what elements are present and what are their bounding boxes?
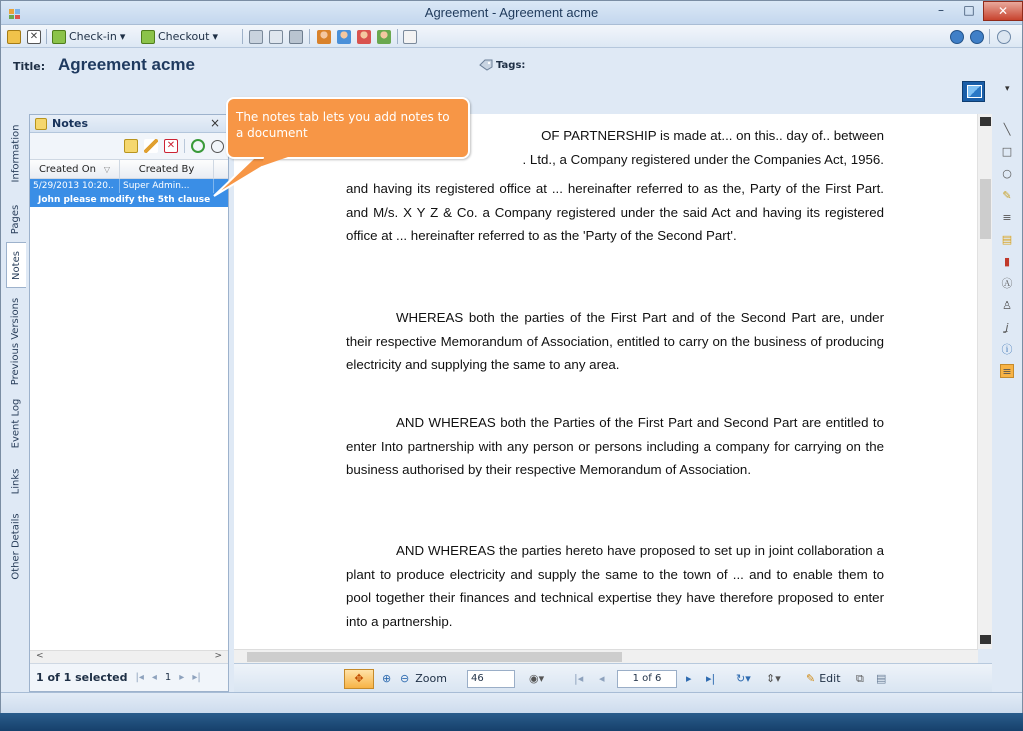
zoom-select[interactable] [467,669,515,688]
rectangle-tool-icon[interactable]: □ [1001,144,1013,158]
first-page-icon[interactable]: |◂ [135,672,144,683]
side-tabs [1,114,29,692]
notes-panel-header [30,115,228,133]
title-label: Title: [13,60,46,73]
edit-label: Edit [819,672,841,685]
document-paragraph: AND WHEREAS the parties hereto have proposed to set up in joint collaboration a plant to produce electricity and supply the same to the town of ... and to enable them to pool together their finances and technical expertise they have therefore proposed to enter into a partnership. [346,543,884,629]
tab-notes[interactable] [6,242,26,288]
text-lines-tool-icon[interactable]: ≡ [1002,210,1012,224]
document-paragraph: OF PARTNERSHIP is made at... on this.. day of.. between [541,128,884,143]
print-icon: ▤ [876,672,887,685]
scrollbar-thumb[interactable] [980,179,991,239]
minimize-button[interactable]: – [938,3,944,17]
tab-other-details[interactable] [6,506,26,586]
toolbar-separator [397,29,398,44]
column-label: Created On [38,163,96,175]
tab-label: Links [10,468,22,494]
email-icon [269,30,283,44]
print-button[interactable] [249,28,263,45]
zoom-value[interactable]: 46 [467,670,515,688]
close-box-icon: ✕ [27,30,41,44]
view-mode-button[interactable] [529,669,544,688]
rotate-icon: ↻▾ [736,672,751,685]
sort-icon: ▽ [103,164,111,174]
document-paragraph: AND WHEREAS both the Parties of the First Part and Second Part are entitled to enter Into partnership with any person or persons including a company for carrying on the business authorised by their respective Memorandum of Association. [346,415,884,477]
zoom-in-icon: ⊕ [382,672,392,685]
edit-pencil-icon[interactable] [144,139,158,153]
toolbar-separator [184,139,185,153]
scroll-bottom-icon[interactable] [980,635,991,644]
notes-icon [35,118,47,130]
print-view-button[interactable] [876,669,886,688]
scroll-top-icon[interactable] [980,117,991,126]
column-header-created-by[interactable] [120,160,214,178]
help-icon [997,30,1011,44]
table-row[interactable] [30,179,228,193]
toolbar-separator [46,29,47,44]
zoom-label: Zoom [415,672,447,685]
user-remove-button[interactable] [357,28,371,45]
notes-toolbar [30,133,228,159]
document-properties-icon [7,30,21,44]
notes-panel-title: Notes [52,117,89,130]
next-page-button[interactable] [686,669,692,688]
scrollbar-thumb[interactable] [247,652,622,662]
last-page-icon: ▸| [706,672,716,685]
column-header-created-on[interactable] [30,160,120,178]
prev-page-icon: ◂ [599,672,605,685]
checkin-button[interactable] [52,28,125,45]
pencil-icon: ✎ [806,672,816,685]
title-bar [1,1,1022,25]
tab-label: Event Log [10,398,22,448]
document-paragraph: WHEREAS both the parties of the First Part and of the Second Part are, under their respective Memorandum of Association, entitled to carry on the business of producing electricity and supplying the same to any area. [346,310,884,372]
status-bar [1,692,1022,714]
eye-icon: ◉▾ [529,672,545,685]
scroll-right-icon[interactable]: > [214,651,222,661]
first-page-button[interactable] [574,669,583,688]
tab-label: Pages [10,204,22,234]
notes-grid-header [30,159,228,179]
tags-field[interactable] [479,59,525,71]
next-page-icon[interactable]: ▸ [179,672,185,683]
add-note-icon[interactable] [124,139,138,153]
last-page-button[interactable] [706,669,715,688]
tab-previous-versions[interactable] [6,286,26,396]
close-window-button[interactable]: ✕ [983,1,1023,21]
tab-label: Previous Versions [10,297,22,385]
note-preview-row[interactable]: John please modify the 5th clause [30,193,228,207]
page-number: 1 [164,672,172,683]
signature-tool-icon[interactable]: ʝ [1005,320,1009,334]
options-dropdown-icon[interactable] [211,140,224,153]
document-vertical-scrollbar[interactable] [977,114,992,649]
info-tool-icon[interactable]: ⓘ [1001,343,1013,356]
print-icon [249,30,263,44]
taskbar [0,713,1023,731]
export-icon [403,30,417,44]
highlighter-tool-icon[interactable]: ✎ [1002,188,1012,202]
selection-count: 1 of 1 selected [36,671,128,684]
chevron-down-icon[interactable]: ▾ [1005,84,1010,94]
notes-panel [29,114,229,692]
pan-icon: ✥ [344,669,374,689]
tab-pages[interactable] [6,194,26,244]
cell-created-on: 5/29/2013 10:20.. [30,179,120,193]
user-add-icon [337,30,351,44]
back-arrow-icon [950,30,964,44]
scanner-icon [289,30,303,44]
delete-note-icon[interactable]: ✕ [164,139,178,153]
notes-callout: The notes tab lets you add notes to a document [226,97,470,159]
annotation-toolbar [992,114,1022,692]
toolbar-separator [989,29,990,44]
tab-label: Notes [11,250,23,280]
last-page-icon[interactable]: ▸| [192,672,201,683]
checkin-label: Check-in [69,30,117,43]
help-button[interactable] [997,28,1011,45]
checkout-button[interactable] [141,28,218,45]
back-button[interactable] [950,28,964,45]
tab-information[interactable] [6,118,26,188]
rotate-button[interactable] [736,669,751,688]
flip-button[interactable] [766,669,781,688]
tab-event-log[interactable] [6,388,26,458]
cell-created-by: Super Admin... [120,179,214,193]
user-add-button[interactable] [337,28,351,45]
copy-icon: ⧉ [856,671,864,685]
viewer-toolbar [234,663,992,692]
window-title: Agreement - Agreement acme [424,5,599,20]
forward-arrow-icon [970,30,984,44]
scroll-left-icon[interactable]: < [36,651,44,661]
email-button[interactable] [269,28,283,45]
toolbar-separator [309,29,310,44]
properties-button[interactable] [7,28,21,45]
zoom-in-button[interactable] [382,669,391,688]
tab-links[interactable] [6,460,26,502]
prev-page-button[interactable] [599,669,605,688]
prev-page-icon[interactable]: ◂ [151,672,157,683]
delete-button[interactable] [27,28,41,45]
document-header [1,48,1022,114]
tag-icon [479,59,493,71]
user-icon [317,30,331,44]
document-paragraph: . Ltd., a Company registered under the Companies Act, 1956. [522,152,884,167]
export-button[interactable] [403,28,417,45]
next-page-icon: ▸ [686,672,692,685]
sticky-note-tool-icon[interactable]: ▤ [1001,232,1013,246]
scan-button[interactable] [289,28,303,45]
checkout-icon [141,30,155,44]
checkin-icon [52,30,66,44]
flip-icon: ⇕▾ [766,672,781,685]
chevron-down-icon: ▾ [212,30,218,43]
image-view-button[interactable] [962,81,985,102]
document-paragraph: and having its registered office at ... hereinafter referred to as the, Party of the First Part. and M/s. X Y Z & Co. a Company registered under the said Act and having its registered office at ... hereinafter referred to as the 'Party of the Second Part'. [346,181,884,243]
document-title[interactable]: Agreement acme [58,55,196,74]
text-box-tool-icon[interactable]: Ⓐ [1001,277,1013,290]
toolbar-separator [242,29,243,44]
edit-button[interactable] [806,669,841,688]
main-toolbar [1,25,1022,48]
document-horizontal-scrollbar[interactable] [234,649,978,663]
line-tool-icon[interactable]: ╲ [1003,122,1011,136]
zoom-out-button[interactable] [400,669,447,688]
zoom-out-icon: ⊖ [400,672,410,685]
notes-footer [30,663,228,691]
page-value[interactable]: 1 of 6 [617,670,677,688]
close-icon[interactable]: × [209,116,220,130]
attachment-tool-icon[interactable]: ▮ [1003,254,1011,268]
users-button[interactable] [377,28,391,45]
copy-button[interactable] [856,669,864,688]
ellipse-tool-icon[interactable]: ○ [1002,166,1012,180]
users-icon [377,30,391,44]
tab-label: Information [10,124,22,182]
first-page-icon: |◂ [574,672,584,685]
column-label: Created By [138,163,195,175]
chevron-down-icon: ▾ [119,30,126,43]
notes-list-tool-icon[interactable]: ≡ [1000,364,1014,378]
page-input[interactable] [617,669,677,688]
user-button[interactable] [317,28,331,45]
refresh-icon[interactable] [191,139,205,153]
tab-label: Other Details [10,512,22,580]
pan-tool-button[interactable] [344,669,374,688]
notes-horizontal-scrollbar[interactable] [30,650,228,663]
tags-label: Tags: [496,59,526,71]
user-remove-icon [357,30,371,44]
forward-button[interactable] [970,28,984,45]
maximize-button[interactable]: □ [963,3,975,17]
stamp-tool-icon[interactable]: ♙ [1002,298,1012,312]
checkout-label: Checkout [158,30,210,43]
